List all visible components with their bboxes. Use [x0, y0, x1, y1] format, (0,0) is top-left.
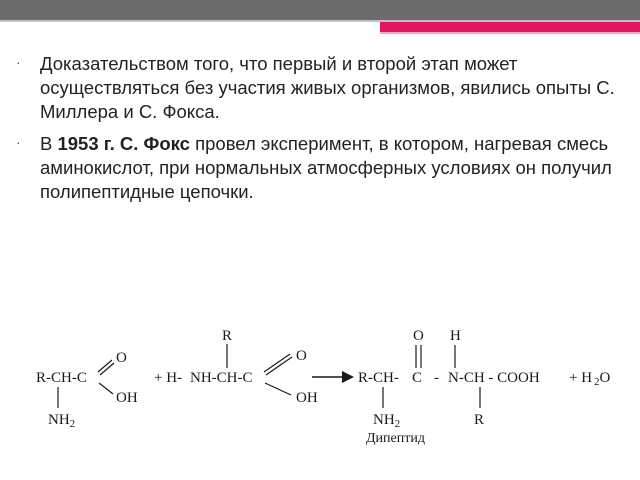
product-name: Дипептид: [366, 431, 425, 446]
r2-oxygen: O: [296, 348, 307, 364]
product-chain-left: R-CH-: [358, 370, 399, 386]
bullet-text-bold: 1953 г. С. Фокс: [57, 133, 190, 154]
product-amine: $NH_2$: [373, 412, 401, 430]
r1-chain: R-CH-C: [36, 370, 87, 386]
bullet-item: [14, 132, 626, 204]
product-oxygen: O: [413, 328, 424, 344]
accent-strip: [380, 22, 640, 32]
product-radical: R: [474, 412, 485, 428]
bullet-text-prefix: В: [40, 133, 58, 154]
r2-radical: R: [222, 328, 233, 344]
bullet-text: Доказательством того, что первый и второй этап может осуществляться без участия живых организмов, явились опыты С. Миллера и С. Фокса.: [40, 53, 615, 122]
r1-oh-bond: [99, 383, 113, 394]
r1-hydroxyl: OH: [116, 390, 138, 406]
bullet-list: [14, 52, 626, 212]
r2-co-bond2: [266, 357, 292, 375]
bullet-item: [14, 52, 626, 124]
reaction-arrow-head: [342, 371, 354, 383]
r2-hydroxyl: OH: [296, 390, 318, 406]
r1-oxygen: O: [116, 350, 127, 366]
r2-co-bond: [264, 354, 290, 372]
plus-water: + H $_2$O: [569, 370, 611, 388]
r2-chain: NH-CH-C: [190, 370, 253, 386]
product-hydrogen: H: [450, 328, 461, 344]
bullet-marker: ·: [16, 134, 21, 150]
r2-oh-bond: [265, 383, 291, 395]
product-chain-right: N-CH - COOH: [448, 370, 540, 386]
plus-sign: + H-: [154, 370, 183, 386]
accent-strip-thin: [380, 32, 640, 34]
bullet-text-rest: провел эксперимент, в котором, нагревая смесь аминокислот, при нормальных атмосферных условиях он получил полипептидные цепочки.: [40, 133, 612, 202]
peptide-bond-dash: -: [434, 370, 439, 386]
r1-amine: $NH_2$: [48, 412, 76, 430]
product-carbonyl-carbon: C: [412, 370, 423, 386]
bullet-marker: ·: [16, 54, 21, 70]
reaction-scheme: [0, 320, 640, 480]
title-bar: [0, 0, 640, 20]
